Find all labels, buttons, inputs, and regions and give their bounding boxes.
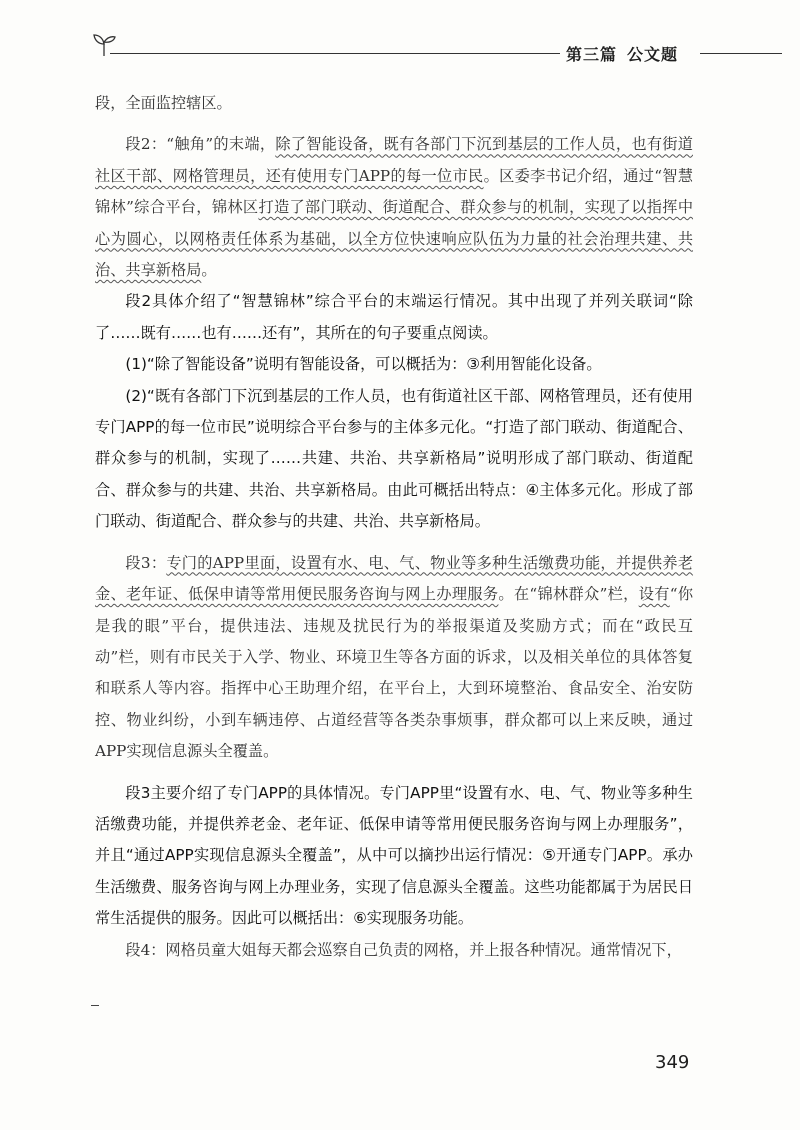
p2-text-2: 。区委李书记介绍，通过“智慧锦林”综合平台，锦林区 — [95, 166, 694, 217]
paragraph-continuation: 段，全面监控辖区。 — [95, 94, 232, 112]
p3-lead: 段3： — [125, 553, 167, 572]
analysis-point-1: (1)“除了智能设备”说明有智能设备，可以概括为：③利用智能化设备。 — [125, 355, 602, 374]
p2-underlined-1: 除了智能设备，既有各部门下沉到基层的工作人员，也有街道社区干部、网格管理员，还有使用专门APP的每一位市民 — [95, 135, 693, 185]
page-header — [0, 0, 800, 70]
source-paragraph-3 — [95, 548, 693, 768]
margin-dash — [91, 1005, 99, 1006]
header-rule-right — [700, 53, 782, 54]
analysis-paragraph-2: 段2具体介绍了“智慧锦林”综合平台的末端运行情况。其中出现了并列关联词“除了……既有……也有……还有”，其所在的句子要重点阅读。 — [95, 292, 693, 342]
analysis-paragraph-3: 段3主要介绍了专门APP的具体情况。专门APP里“设置有水、电、气、物业等多种生活缴费功能，并提供养老金、老年证、低保申请等常用便民服务咨询与网上办理服务”，并且“通过APP实现信息源头全覆盖”，从中可以摘抄出运行情况：⑤开通专门APP。承办生活缴费、服务咨询与网上办理业务，实现了信息源头全覆盖。这些功能都属于为居民日常生活提供的服务。因此可以概括出：⑥实现服务功能。 — [95, 783, 693, 928]
analysis-point-2: (2)“既有各部门下沉到基层的工作人员，也有街道社区干部、网格管理员，还有使用专门APP的每一位市民”说明综合平台参与的主体多元化。“打造了部门联动、街道配合、群众参与的机制，实现了……共建、共治、共享新格局”说明形成了部门联动、街道配合、群众参与的共建、共治、共享新格局。由此可概括出特点：④主体多元化。形成了部门联动、街道配合、群众参与的共建、共治、共享新格局。 — [95, 386, 693, 531]
p2-underlined-2: 打造了部门联动、街道配合、群众参与的机制，实现了以指挥中心为圆心，以网格责任体系为基础，以全方位快速响应队伍为力量的社会治理共建、共治、共享新格局 — [95, 198, 694, 280]
p3-text-2: 。在“锦林群众”栏， — [498, 585, 639, 604]
p2-lead: 段2：“触角”的末端， — [125, 135, 276, 154]
page-body — [95, 88, 693, 966]
running-title — [566, 42, 688, 65]
running-title-section: 公文题 — [627, 45, 679, 64]
source-paragraph-4: 段4：网格员童大姐每天都会巡察自己负责的网格，并上报各种情况。通常情况下， — [125, 940, 682, 959]
running-title-part: 第三篇 — [566, 45, 618, 64]
page-number: 349 — [655, 1052, 690, 1073]
header-rule-left — [110, 53, 560, 54]
p3-underlined-2: 设有 — [638, 585, 670, 604]
p3-text-3: “你是我的眼”平台，提供违法、违规及扰民行为的举报渠道及奖励方式；而在“政民互动”栏，则有市民关于入学、物业、环境卫生等各方面的诉求，以及相关单位的具体答复和联系人等内容。指挥中心王助理介绍，在平台上，大到环境整治、食品安全、治安防控、物业纠纷，小到车辆违停、占道经营等各类杂事烦事，群众都可以上来反映，通过APP实现信息源头全覆盖。 — [95, 585, 694, 761]
source-paragraph-2 — [95, 129, 693, 286]
p2-end: 。 — [201, 261, 217, 280]
p3-underlined-1: 专门的APP里面，设置有水、电、气、物业等多种生活缴费功能，并提供养老金、老年证、低保申请等常用便民服务咨询与网上办理服务 — [95, 553, 694, 604]
